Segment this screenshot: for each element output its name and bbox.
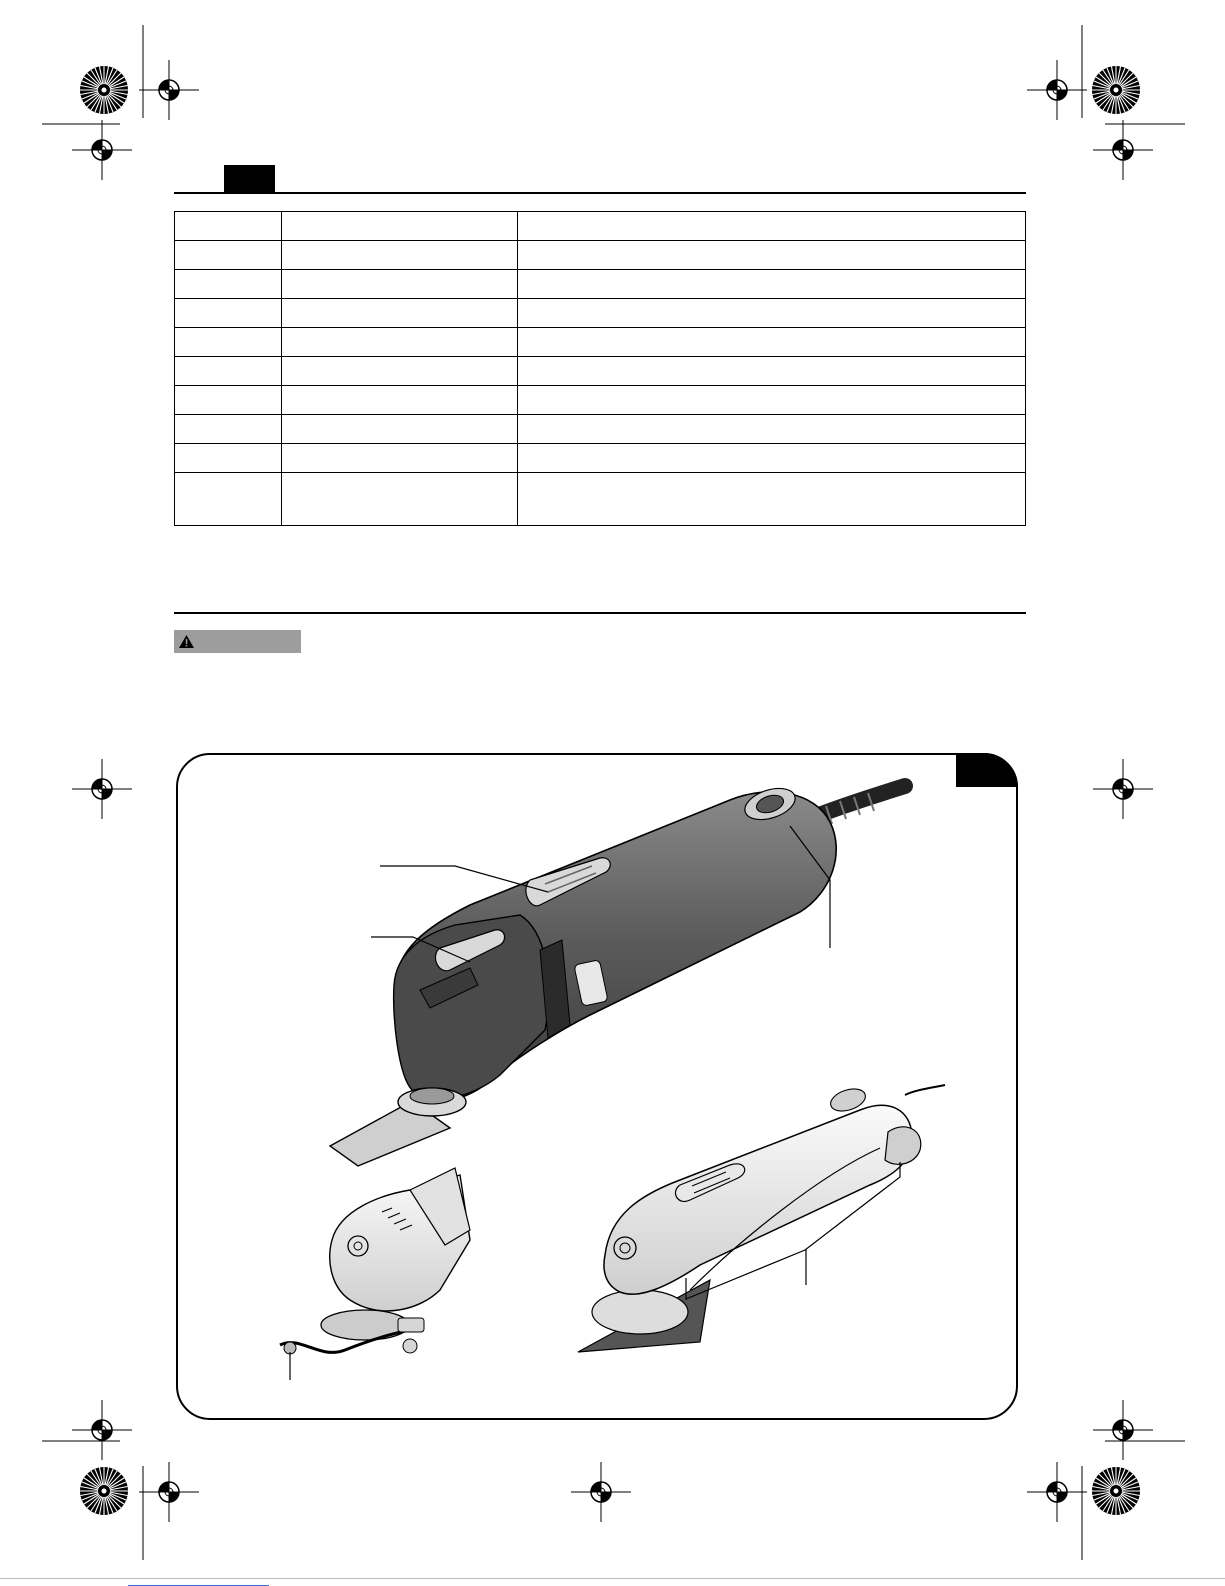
footer-link[interactable] [128, 1574, 269, 1586]
multi-tool-delta-sander [578, 1085, 945, 1352]
multi-tool-main [330, 783, 905, 1166]
multi-tool-depth-stop [280, 1168, 470, 1380]
